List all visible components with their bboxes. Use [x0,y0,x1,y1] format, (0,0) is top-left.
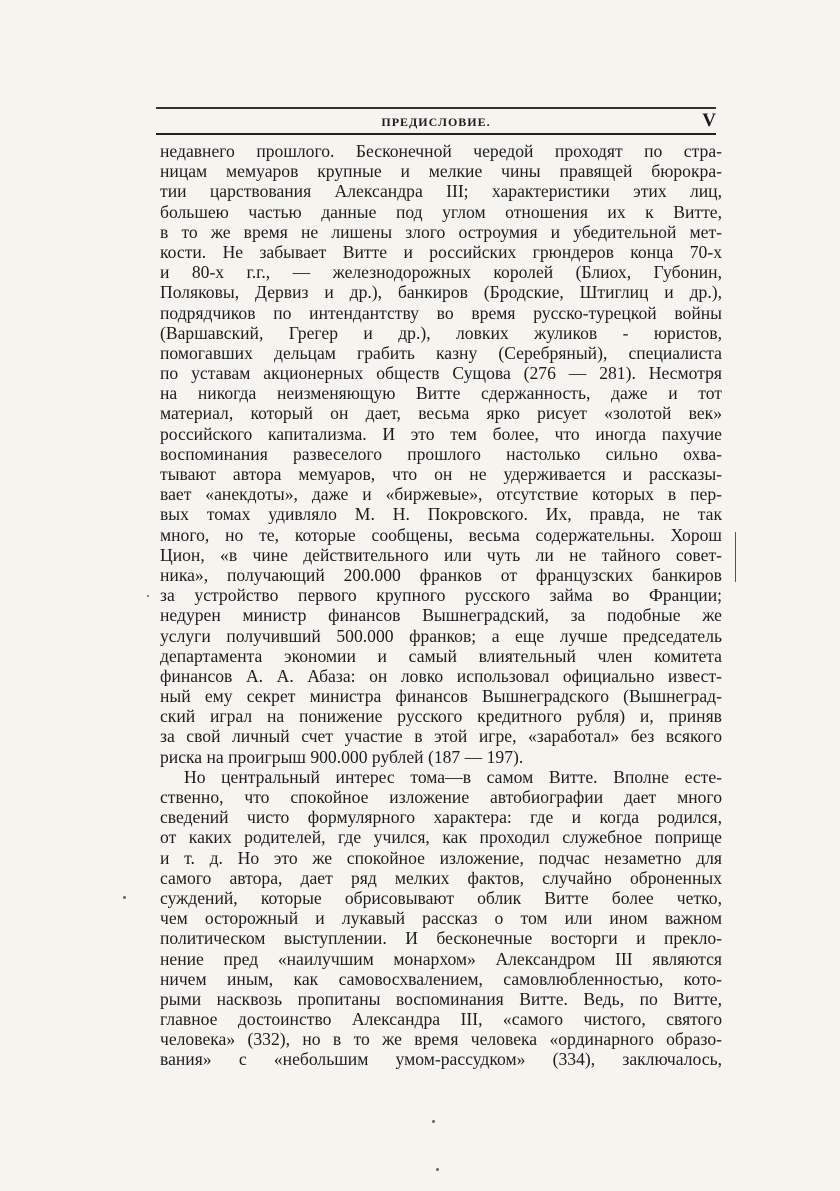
margin-mark [735,532,736,582]
text-line: ницам мемуаров крупные и мелкие чины правящей бюрокра- [160,161,722,182]
text-line: ничем иным, как самовосхвалением, самовлюбленностью, кото- [160,968,722,989]
text-line: ный ему секрет министра финансов Вышнеградского (Вышнеград- [160,686,722,707]
text-line: тывают автора мемуаров, что он не удерживается и рассказы- [160,464,722,484]
text-line: и т. д. Но это же спокойное изложение, подчас незаметно для [160,847,722,868]
text-line: кости. Не забывает Витте и российских грюндеров конца 70-х [160,241,722,262]
running-header [156,110,716,131]
body-text [160,141,722,1070]
text-line: вает «анекдоты», даже и «биржевые», отсутствие которых в пер- [160,484,722,505]
text-line: российского капитализма. И это тем более, что иногда пахучие [160,423,722,444]
text-line: ский играл на понижение русского кредитного рубля) и, приняв [160,706,722,727]
text-line: самого автора, дает ряд мелких фактов, случайно оброненных [160,867,722,888]
text-line: услуги получивший 500.000 франков; а еще лучше председатель [160,625,722,646]
header-bottom-rule [156,133,716,135]
text-line: департамента экономии и самый влиятельный член комитета [160,645,722,666]
running-header-title: ПРЕДИСЛОВИЕ. [381,115,491,129]
text-line: помогавших дельцам грабить казну (Серебряный), специалиста [160,342,722,363]
text-line: суждений, которые обрисовывают облик Витте более четко, [160,887,722,908]
text-line: политическом выступлении. И бесконечные восторги и прекло- [160,928,722,949]
text-line: и 80-х г.г., — железнодорожных королей (Блиох, Губонин, [160,262,722,283]
paragraph-start-line: Но центральный интерес тома—в самом Витте. Вполне есте- [184,766,722,787]
scan-speck [123,896,126,899]
text-line: вания» с «небольшим умом-рассудком» (334), заключалось, [160,1049,722,1070]
text-line: по уставам акционерных обществ Сущова (276 — 281). Несмотря [160,363,722,384]
text-line: недавнего прошлого. Бесконечной чередой проходят по стра- [160,141,722,161]
text-line: материал, который он дает, весьма ярко рисует «золотой век» [160,403,722,424]
text-line: в то же время не лишены злого остроумия и убедительной мет- [160,221,722,242]
text-line: ника», получающий 200.000 франков от французских банкиров [160,564,722,585]
text-line: человека» (332), но в то же время человека «ординарного образо- [160,1029,722,1050]
text-line: Поляковы, Дервиз и др.), банкиров (Бродские, Штиглиц и др.), [160,282,722,303]
text-line: рыми насквозь пропитаны воспоминания Витте. Ведь, по Витте, [160,988,722,1009]
text-line: чем осторожный и лукавый рассказ о том или ином важном [160,908,722,929]
text-line: подрядчиков по интендантству во время русско-турецкой войны [160,302,722,323]
text-line: недурен министр финансов Вышнеградский, за подобные же [160,605,722,626]
text-line: Цион, «в чине действительного или чуть ли не тайного совет- [160,544,722,565]
text-line: большею частью данные под углом отношения их к Витте, [160,201,722,222]
text-line: за свой личный счет участие в этой игре, «заработал» без всякого [160,726,722,747]
text-line: много, но те, которые сообщены, весьма содержательны. Хорош [160,524,722,545]
text-line: тии царствования Александра III; характеристики этих лиц, [160,181,722,202]
text-line: сведений чисто формулярного характера: где и когда родился, [160,807,722,828]
text-line: (Варшавский, Грегер и др.), ловких жуликов - юристов, [160,322,722,343]
scan-speck [436,1168,439,1171]
paragraph-end-line: риска на проигрыш 900.000 рублей (187 — 197). [160,746,524,767]
header-top-rule [156,107,716,109]
text-line: вых томах удивляло М. Н. Покровского. Их, правда, не так [160,504,722,525]
text-line: на никогда неизменяющую Витте сдержанность, даже и тот [160,383,722,404]
text-line: главное достоинство Александра III, «самого чистого, святого [160,1009,722,1030]
scan-speck [432,1120,435,1123]
page-number: V [702,110,716,131]
text-line: нение пред «наилучшим монархом» Александром III являются [160,948,722,969]
scan-speck [147,595,149,597]
text-line: воспоминания развеселого прошлого настолько сильно охва- [160,443,722,464]
text-line: за устройство первого крупного русского займа во Франции; [160,585,722,606]
text-line: от каких родителей, где учился, как проходил служебное поприще [160,827,722,848]
text-line: ственно, что спокойное изложение автобиографии дает много [160,787,722,807]
text-line: финансов А. А. Абаза: он ловко использовал официально извест- [160,665,722,686]
